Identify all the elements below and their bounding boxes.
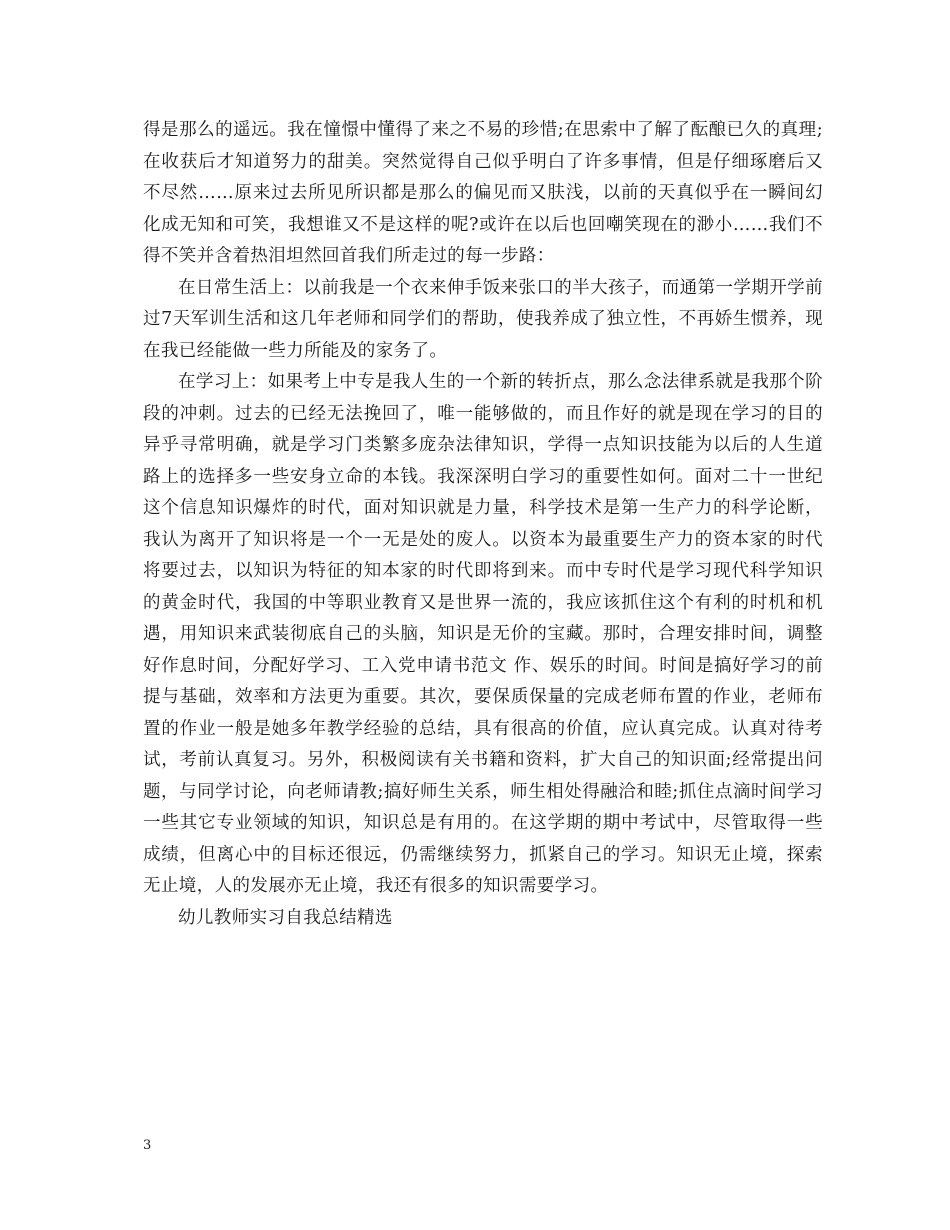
section-heading: 幼儿教师实习自我总结精选: [178, 907, 393, 928]
paragraph-continuation: 得是那么的遥远。我在憧憬中懂得了来之不易的珍惜;在思索中了解了酝酿已久的真理;在收获后才知道努力的甜美。突然觉得自己似乎明白了许多事情，但是仔细琢磨后又不尽然……原来过去所见所识都是那么的偏见而又肤浅，以前的天真似乎在一瞬间幻化成无知和可笑，我想谁又不是这样的呢?或许在以后也回嘲笑现在的渺小……我们不得不笑并含着热泪坦然回首我们所走过的每一步路：: [143, 120, 823, 266]
document-body: [143, 115, 823, 934]
page-number: 3: [143, 1138, 152, 1153]
paragraph-daily-life: 在日常生活上：以前我是一个衣来伸手饭来张口的半大孩子，而通第一学期开学前过7天军训生活和这几年老师和同学们的帮助，使我养成了独立性，不再娇生惯养，现在我已经能做一些力所能及的家务了。: [143, 277, 823, 361]
paragraph-study: 在学习上：如果考上中专是我人生的一个新的转折点，那么念法律系就是我那个阶段的冲刺。过去的已经无法挽回了，唯一能够做的，而且作好的就是现在学习的目的异乎寻常明确，就是学习门类繁多庞杂法律知识，学得一点知识技能为以后的人生道路上的选择多一些安身立命的本钱。我深深明白学习的重要性如何。面对二十一世纪这个信息知识爆炸的时代，面对知识就是力量，科学技术是第一生产力的科学论断，我认为离开了知识将是一个一无是处的废人。以资本为最重要生产力的资本家的时代将要过去，以知识为特征的知本家的时代即将到来。而中专时代是学习现代科学知识的黄金时代，我国的中等职业教育又是世界一流的，我应该抓住这个有利的时机和机遇，用知识来武装彻底自己的头脑，知识是无价的宝藏。那时，合理安排时间，调整好作息时间，分配好学习、工入党申请书范文 作、娱乐的时间。时间是搞好学习的前提与基础，效率和方法更为重要。其次，要保质保量的完成老师布置的作业，老师布置的作业一般是她多年教学经验的总结，具有很高的价值，应认真完成。认真对待考试，考前认真复习。另外，积极阅读有关书籍和资料，扩大自己的知识面;经常提出问题，与同学讨论，向老师请教;搞好师生关系，师生相处得融洽和睦;抓住点滴时间学习一些其它专业领域的知识，知识总是有用的。在这学期的期中考试中，尽管取得一些成绩，但离心中的目标还很远，仍需继续努力，抓紧自己的学习。知识无止境，探索无止境，人的发展亦无止境，我还有很多的知识需要学习。: [143, 372, 823, 896]
